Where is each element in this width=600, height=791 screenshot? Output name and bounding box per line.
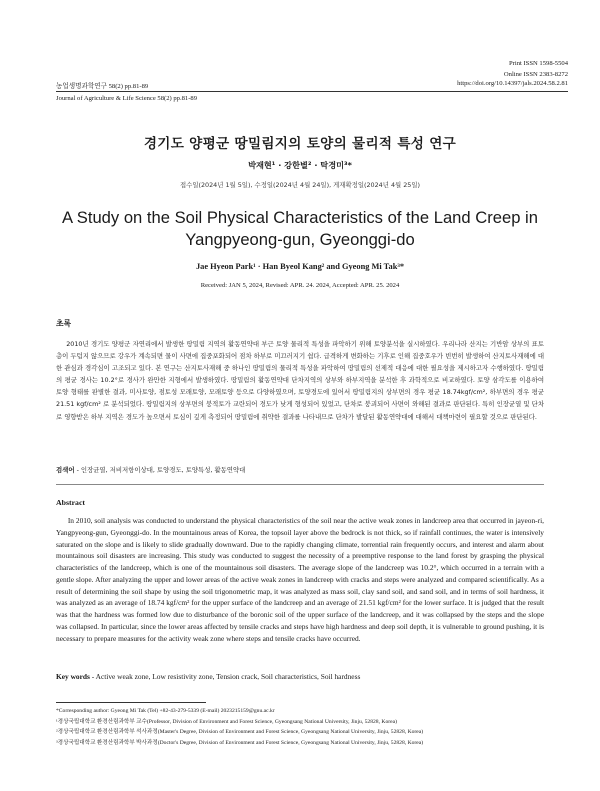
footnote-divider bbox=[56, 702, 206, 703]
paper-title-en-line1: A Study on the Soil Physical Characteristics of the Land Creep in bbox=[62, 208, 538, 227]
dates-en: Received: JAN 5, 2024, Revised: APR. 24. 2024, Accepted: APR. 25. 2024 bbox=[200, 282, 400, 289]
paper-title-ko: 경기도 양평군 땅밀림지의 토양의 물리적 특성 연구 bbox=[143, 136, 457, 152]
journal-citation-en: Journal of Agriculture & Life Science 58(2) pp.81-89 bbox=[56, 95, 197, 102]
footnote-affiliation-1: ¹경상국립대학교 환경산림과학부 교수(Professor, Division of Environment and Forest Science, Gyeongsang National University, Jinju, 52828, Korea) bbox=[56, 718, 397, 725]
journal-citation-ko: 농업생명과학연구 58(2) pp.81-89 bbox=[56, 83, 149, 90]
footnote-affiliation-3: ³경상국립대학교 환경산림과학부 박사과정(Doctor's Degree, Division of Environment and Forest Science, Gyeongsang National University, Jinju, 52828, Korea) bbox=[56, 739, 424, 746]
print-issn: Print ISSN 1598-5504 bbox=[509, 60, 568, 67]
authors-en: Jae Hyeon Park¹ · Han Byeol Kang² and Gyeong Mi Tak³* bbox=[195, 262, 405, 271]
paper-title-en-line2: Yangpyeong-gun, Gyeonggi-do bbox=[185, 230, 415, 249]
keywords-en-list: - Active weak zone, Low resistivity zone, Tension crack, Soil characteristics, Soil hardness bbox=[89, 672, 361, 681]
doi-link[interactable]: https://doi.org/10.14397/jals.2024.58.2.81 bbox=[457, 80, 568, 87]
keywords-ko bbox=[56, 465, 544, 474]
footnote-corresponding: *Corresponding author: Gyeong Mi Tak (Tel) +82-43-279-5339 (E-mail) 2023215159@gnu.ac.kr bbox=[56, 708, 275, 714]
abstract-en-heading: Abstract bbox=[56, 498, 86, 507]
keywords-ko-label: 검색어 bbox=[56, 466, 75, 474]
abstract-en-body: In 2010, soil analysis was conducted to understand the physical characteristics of the soil near the active weak zones in landcreep area that occurred in jayeon-ri, Yangpyeong-gun, Gyeonggi-do. In the mountainous areas of Korea, the topsoil layer above the bedrock is not thick, so if rainfall continues, the water is intensively saturated on the slope and is likely to slide gradually downward. Due to the rapidly changing climate, torrential rain frequently occurs, and interest and alarm about mountainous soil disasters are increasing. This study was conducted to suggest the necessity of a preemptive response to the land forest by grasping the physical characteristics of the landcreep, which is one of the mountainous soil disasters. The average slope of the landcreep was 10.2°, which occurred in a terrain with a gentle slope. After analyzing the upper and lower areas of the active weak zones in landcreep with cracks and steps were analyzed and compared scientifically. As a result of determining the soil shape by using the soil trigonometric map, it was analyzed as mass soil, clay sand soil, and sand soil, and in terms of soil hardness, it was analyzed as an average of 18.74 kgf/cm² for the upper surface of the landcreep and an average of 21.51 kgf/cm² for the lower surface. It is judged that the result was that the hardness was formed low due to disturbance of the boronic soil of the upper surface of the landcreep, and it was collapsed by the steps and the slope was collapsed. In particular, since the lower areas affected by tensile cracks and steps have high hardness and deep soil depth, it is vulnerable to ground pushing, it is necessary to prepare measures for the activity weak zone where steps and tensile cracks have occurred. bbox=[56, 516, 544, 643]
keywords-ko-list: - 인장균열, 저비저항이상대, 토양경도, 토양특성, 활동연약대 bbox=[74, 466, 246, 474]
authors-ko: 박재현¹ · 강한별² · 탁경미³* bbox=[248, 160, 352, 170]
footnotes bbox=[56, 706, 556, 748]
keywords-en-label: Key words bbox=[56, 672, 90, 681]
abstract-ko-heading: 초록 bbox=[56, 319, 72, 328]
footnote-affiliation-2: ²경상국립대학교 환경산림과학부 석사과정(Master's Degree, Division of Environment and Forest Science, Gyeongsang National University, Jinju, 52828, Korea) bbox=[56, 729, 424, 736]
online-issn: Online ISSN 2383-8272 bbox=[503, 71, 568, 78]
section-divider bbox=[56, 484, 544, 485]
keywords-en bbox=[56, 672, 544, 681]
issn-block bbox=[504, 58, 568, 80]
header-divider bbox=[56, 91, 568, 92]
paper-title-en bbox=[20, 207, 580, 251]
abstract-ko-body: 2010년 경기도 양평군 자연리에서 발생한 땅밀림 지역의 활동연약대 부근 토양 물리적 특성을 파악하기 위해 토양분석을 실시하였다. 우리나라 산지는 기반암 상부의 표토층이 두텁지 않으므로 강우가 계속되면 물이 사면에 집중포화되어 점차 하부로 미끄러지기 쉽다. 급격하게 변화하는 기후로 인해 집중호우가 빈번히 발생하여 산지토사재해에 대한 관심과 경각심이 고조되고 있다. 본 연구는 산지토사재해 중 하나인 땅밀림의 물리적 특성을 파악하여 땅밀림의 선제적 대응에 대한 필요성을 제시하고자 수행하였다. 땅밀림의 평균 경사는 10.2°로 경사가 완만한 지형에서 발생하였다. 땅밀림의 활동연약대 단차지역의 상부와 하부지역을 분석한 후 과학적으로 비교하였다. 토양 삼각도를 이용하여 토양 형태를 판별한 결과, 미사토양, 점토성 모래토양, 모래토양 등으로 다양하였으며, 토양경도에 있어서 땅밀림지의 상부면의 경우 평균 18.74kgf/cm², 하부면의 경우 평균 21.51 kgf/cm² 로 분석되었다. 땅밀림지의 상부면의 붕적토가 교란되어 경도가 낮게 형성되어 있었고, 단차로 붕괴되어 사면이 와해된 결과로 판단된다. 특히 인장균열 및 단차로 영향받은 하부 지역은 경도가 높으면서 토심이 깊게 측정되어 땅밀림에 취약한 결과를 나타내므로 단차가 발달된 활동연약대에 대해서 대책마련이 필요할 것으로 판단된다. bbox=[56, 340, 544, 421]
dates-ko: 접수일(2024년 1월 5일), 수정일(2024년 4월 24일), 게재확정일(2024년 4월 25일) bbox=[179, 181, 421, 189]
